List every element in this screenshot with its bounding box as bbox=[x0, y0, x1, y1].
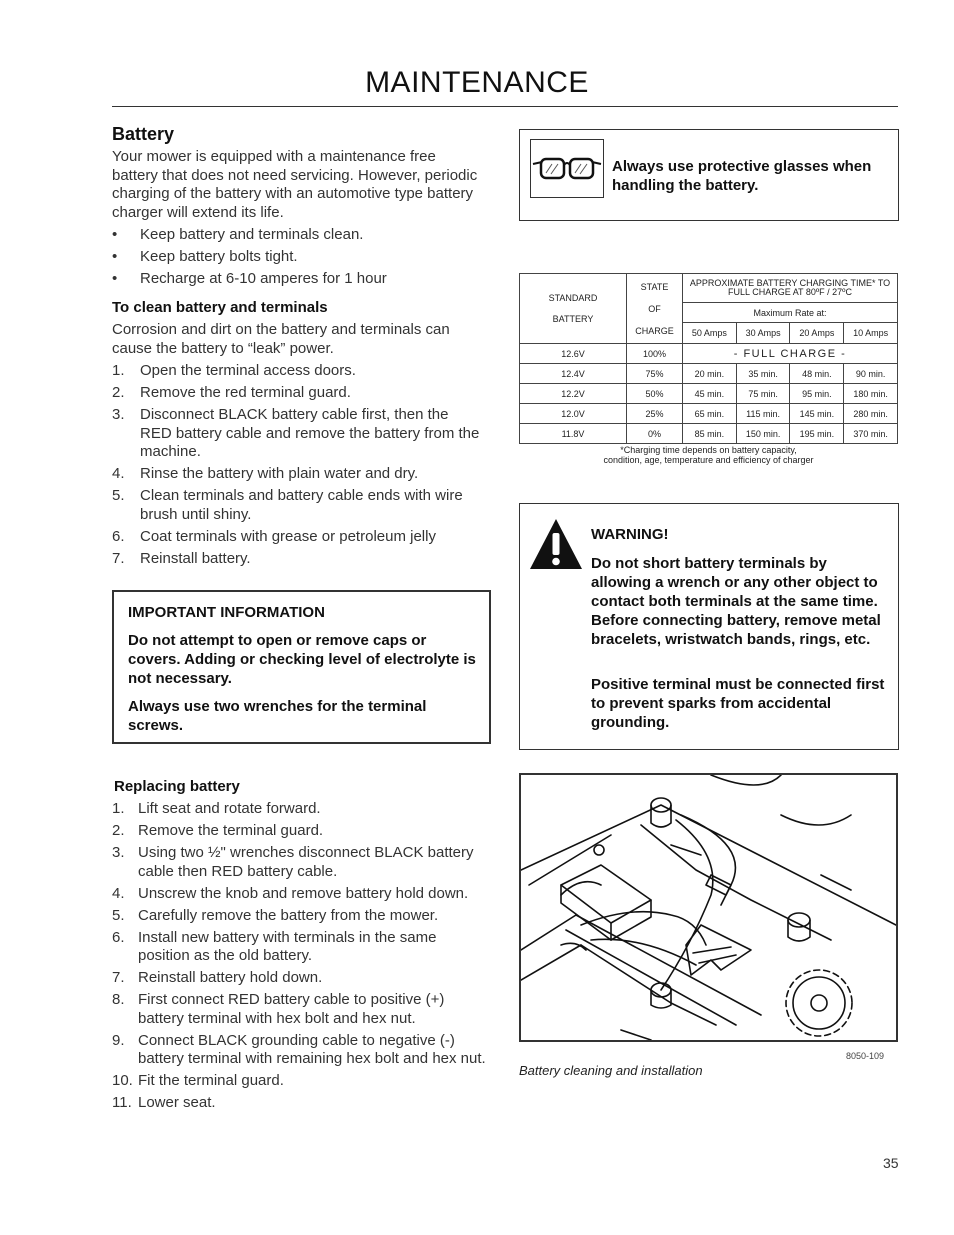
step-number: 7. bbox=[112, 969, 125, 986]
list-item bbox=[112, 1032, 497, 1069]
step-number: 5. bbox=[112, 906, 125, 924]
warning-title: WARNING! bbox=[591, 526, 669, 543]
step-number: 8. bbox=[112, 991, 125, 1008]
time-cell: 75 min. bbox=[736, 384, 790, 404]
time-cell: 20 min. bbox=[683, 364, 737, 384]
bullet-text: Keep battery and terminals clean. bbox=[140, 226, 364, 243]
step-text: Reinstall battery. bbox=[140, 549, 251, 567]
safety-glasses-icon bbox=[530, 139, 604, 198]
list-item bbox=[112, 991, 497, 1028]
step-text: Carefully remove the battery from the mower. bbox=[138, 906, 439, 924]
table-footnote bbox=[519, 445, 898, 465]
bullet-text: Recharge at 6-10 amperes for 1 hour bbox=[140, 270, 387, 287]
step-text: Coat terminals with grease or petroleum jelly bbox=[140, 527, 436, 545]
battery-heading: Battery bbox=[112, 124, 175, 144]
glasses-notice-text: Always use protective glasses when handling the battery. bbox=[612, 158, 872, 194]
step-number: 5. bbox=[112, 487, 125, 504]
state-cell: 75% bbox=[627, 364, 683, 384]
battery-installation-illustration bbox=[519, 773, 898, 1042]
important-info-text-1: Do not attempt to open or remove caps or covers. Adding or checking level of electrolyte is not necessary. bbox=[128, 632, 476, 687]
step-number: 1. bbox=[112, 800, 125, 817]
step-text: Lower seat. bbox=[138, 1094, 216, 1111]
figure-caption: Battery cleaning and installation bbox=[519, 1063, 703, 1078]
list-item bbox=[112, 487, 492, 524]
list-item bbox=[112, 822, 497, 841]
figure-number: 8050-109 bbox=[846, 1051, 885, 1061]
time-cell: 180 min. bbox=[844, 384, 898, 404]
bullet-mark: • bbox=[112, 270, 118, 287]
table-row bbox=[520, 404, 898, 424]
step-number: 4. bbox=[112, 465, 125, 482]
clean-heading: To clean battery and terminals bbox=[112, 299, 328, 316]
header-amps-50: 50 Amps bbox=[683, 323, 737, 344]
bullet-mark: • bbox=[112, 248, 118, 265]
replacing-heading: Replacing battery bbox=[114, 778, 240, 795]
step-text: Rinse the battery with plain water and dry. bbox=[140, 465, 419, 482]
header-state: STATE bbox=[640, 281, 669, 292]
voltage-cell: 11.8V bbox=[520, 424, 627, 444]
time-cell: 370 min. bbox=[844, 424, 898, 444]
warning-exclamation-icon bbox=[528, 517, 584, 576]
full-charge-cell: - FULL CHARGE - bbox=[683, 344, 898, 364]
step-text: Using two ½" wrenches disconnect BLACK battery cable then RED battery cable. bbox=[138, 844, 474, 880]
table-footnote-line-2: condition, age, temperature and efficiency of charger bbox=[603, 455, 814, 465]
warning-text-2: Positive terminal must be connected first to prevent sparks from accidental grounding. bbox=[591, 676, 885, 731]
step-text: Connect BLACK grounding cable to negative (-) battery terminal with remaining hex bolt and hex nut. bbox=[138, 1031, 486, 1067]
step-number: 9. bbox=[112, 1031, 125, 1049]
header-battery: BATTERY bbox=[552, 313, 594, 324]
time-cell: 145 min. bbox=[790, 404, 844, 424]
list-item bbox=[112, 465, 492, 484]
time-cell: 45 min. bbox=[683, 384, 737, 404]
step-text: Remove the red terminal guard. bbox=[140, 384, 351, 401]
step-text: Install new battery with terminals in the same position as the old battery. bbox=[138, 928, 437, 964]
time-cell: 90 min. bbox=[844, 364, 898, 384]
step-number: 3. bbox=[112, 406, 125, 423]
list-item bbox=[112, 528, 492, 547]
step-text: Lift seat and rotate forward. bbox=[138, 800, 321, 817]
voltage-cell: 12.4V bbox=[520, 364, 627, 384]
battery-bullet-list bbox=[112, 226, 492, 289]
table-row bbox=[520, 364, 898, 384]
step-number: 2. bbox=[112, 384, 125, 401]
warning-text-1: Do not short battery terminals by allowing a wrench or any other object to contact both terminals at the same time. Before connecting battery, remove metal bracelets, wristwatch bands, rings, etc. bbox=[591, 555, 881, 648]
bullet-text: Keep battery bolts tight. bbox=[140, 248, 298, 265]
header-of: OF bbox=[648, 303, 661, 314]
step-number: 2. bbox=[112, 822, 125, 839]
state-cell: 0% bbox=[627, 424, 683, 444]
step-text: Clean terminals and battery cable ends with wire brush until shiny. bbox=[140, 487, 463, 523]
step-number: 1. bbox=[112, 362, 125, 379]
step-text: Reinstall battery hold down. bbox=[138, 969, 323, 986]
list-item bbox=[112, 226, 492, 245]
header-approx-time: APPROXIMATE BATTERY CHARGING TIME* TO FULL CHARGE AT 80ºF / 27ºC bbox=[683, 274, 898, 303]
voltage-cell: 12.0V bbox=[520, 404, 627, 424]
glasses-notice-box bbox=[519, 129, 899, 221]
time-cell: 195 min. bbox=[790, 424, 844, 444]
header-amps-20: 20 Amps bbox=[790, 323, 844, 344]
time-cell: 35 min. bbox=[736, 364, 790, 384]
replacing-steps-list bbox=[112, 800, 497, 1113]
table-row bbox=[520, 384, 898, 404]
header-standard-battery bbox=[520, 274, 627, 344]
list-item bbox=[112, 248, 492, 267]
header-charge: CHARGE bbox=[635, 325, 674, 336]
step-number: 4. bbox=[112, 884, 125, 902]
time-cell: 65 min. bbox=[683, 404, 737, 424]
voltage-cell: 12.2V bbox=[520, 384, 627, 404]
list-item bbox=[112, 1094, 497, 1113]
list-item bbox=[112, 969, 497, 988]
time-cell: 280 min. bbox=[844, 404, 898, 424]
header-state-of-charge bbox=[627, 274, 683, 344]
time-cell: 48 min. bbox=[790, 364, 844, 384]
header-amps-10: 10 Amps bbox=[844, 323, 898, 344]
state-cell: 100% bbox=[627, 344, 683, 364]
step-number: 6. bbox=[112, 928, 125, 946]
time-cell: 95 min. bbox=[790, 384, 844, 404]
time-cell: 85 min. bbox=[683, 424, 737, 444]
voltage-cell: 12.6V bbox=[520, 344, 627, 364]
step-number: 3. bbox=[112, 844, 125, 861]
header-max-rate: Maximum Rate at: bbox=[683, 303, 898, 323]
step-number: 7. bbox=[112, 549, 125, 567]
bullet-mark: • bbox=[112, 226, 118, 243]
list-item bbox=[112, 384, 492, 403]
list-item bbox=[112, 270, 492, 289]
list-item bbox=[112, 550, 492, 569]
list-item bbox=[112, 929, 497, 966]
battery-intro: Your mower is equipped with a maintenance free battery that does not need servicing. However, periodic charging of the battery with an automotive type battery charger will extend its life. bbox=[112, 148, 478, 221]
header-standard: STANDARD bbox=[548, 292, 598, 303]
time-cell: 115 min. bbox=[736, 404, 790, 424]
header-amps-30: 30 Amps bbox=[736, 323, 790, 344]
list-item bbox=[112, 406, 492, 462]
page-number: 35 bbox=[883, 1155, 899, 1171]
header-divider bbox=[112, 106, 898, 107]
step-number: 11. bbox=[112, 1094, 132, 1111]
list-item bbox=[112, 1072, 497, 1091]
important-info-box bbox=[112, 590, 491, 744]
clean-steps-list bbox=[112, 362, 492, 568]
state-cell: 50% bbox=[627, 384, 683, 404]
table-row bbox=[520, 344, 898, 364]
list-item bbox=[112, 800, 497, 819]
table-footnote-line-1: *Charging time depends on battery capacity, bbox=[620, 445, 797, 455]
charging-time-table bbox=[519, 273, 898, 444]
page-title: MAINTENANCE bbox=[365, 66, 589, 99]
table-row bbox=[520, 424, 898, 444]
list-item bbox=[112, 844, 497, 881]
important-info-text-2: Always use two wrenches for the terminal screws. bbox=[128, 698, 427, 734]
clean-intro: Corrosion and dirt on the battery and terminals can cause the battery to “leak” power. bbox=[112, 321, 450, 357]
step-text: Unscrew the knob and remove battery hold down. bbox=[138, 884, 469, 902]
list-item bbox=[112, 907, 497, 926]
list-item bbox=[112, 885, 497, 904]
important-info-title: IMPORTANT INFORMATION bbox=[128, 604, 325, 621]
step-number: 10. bbox=[112, 1072, 133, 1089]
list-item bbox=[112, 362, 492, 381]
step-text: Open the terminal access doors. bbox=[140, 362, 356, 379]
step-text: Remove the terminal guard. bbox=[138, 822, 324, 839]
warning-box bbox=[519, 503, 899, 750]
state-cell: 25% bbox=[627, 404, 683, 424]
step-text: Fit the terminal guard. bbox=[138, 1072, 284, 1089]
time-cell: 150 min. bbox=[736, 424, 790, 444]
step-number: 6. bbox=[112, 527, 125, 545]
step-text: First connect RED battery cable to positive (+) battery terminal with hex bolt and hex nut. bbox=[138, 991, 445, 1027]
step-text: Disconnect BLACK battery cable first, then the RED battery cable and remove the battery from the machine. bbox=[140, 406, 480, 460]
